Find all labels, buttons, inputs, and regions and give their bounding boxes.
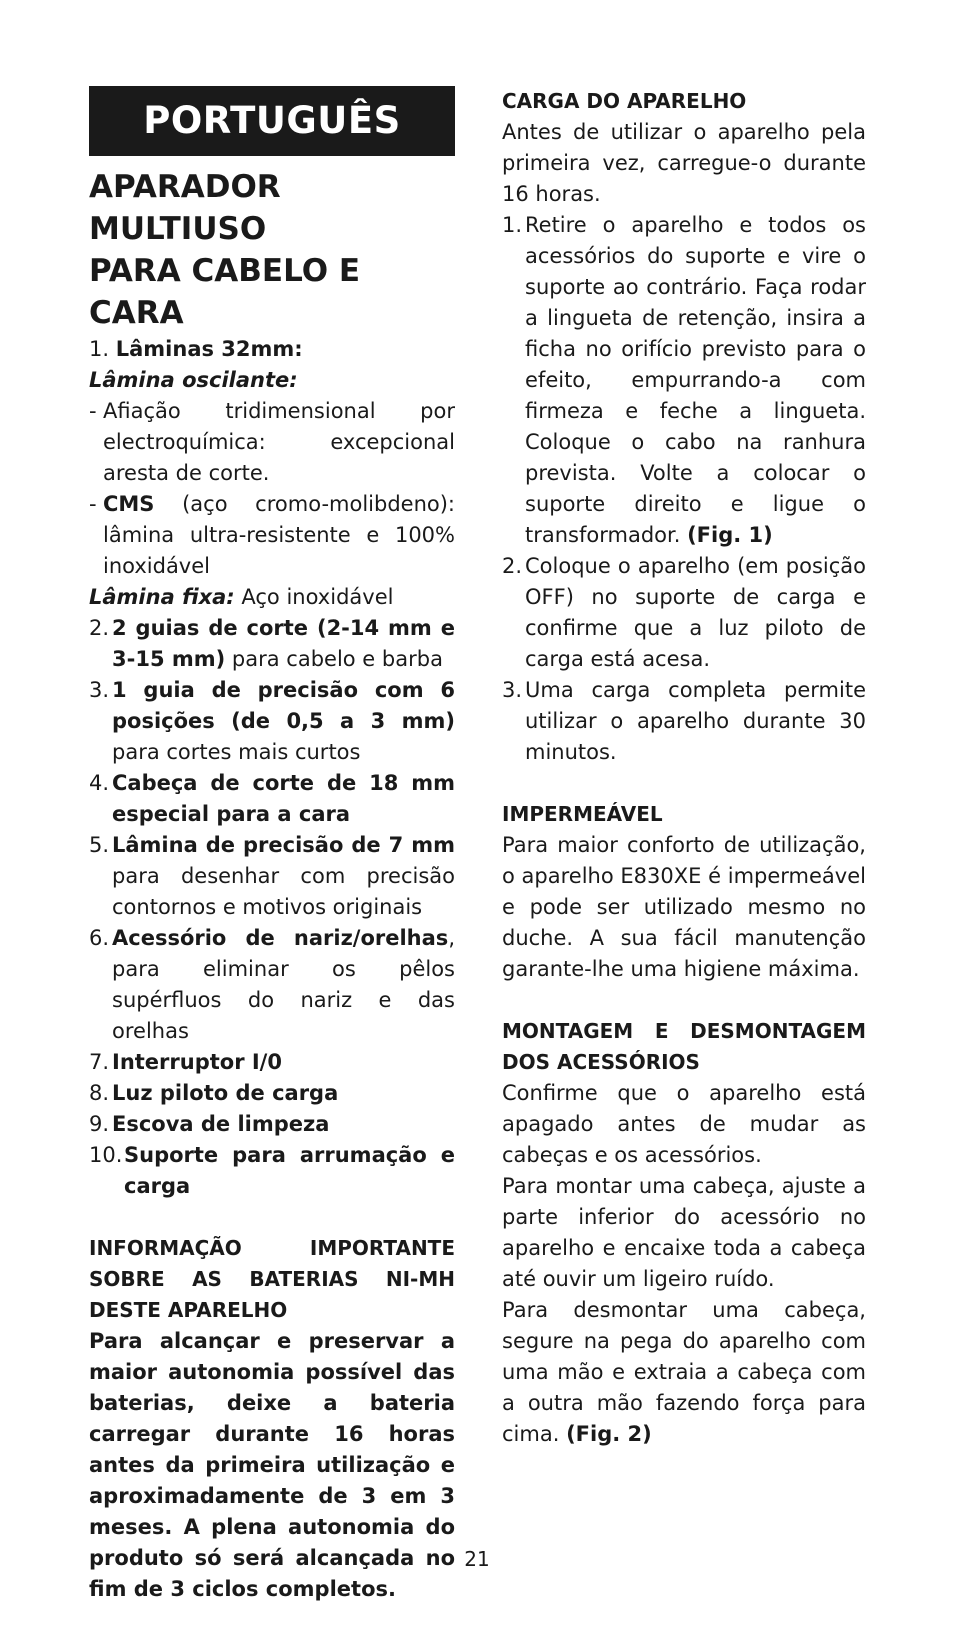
title-line-1: APARADOR MULTIUSO <box>89 169 281 247</box>
part-1 <box>89 334 455 365</box>
waterproof-heading: IMPERMEÁVEL <box>502 802 663 826</box>
language-banner: PORTUGUÊS <box>89 86 455 156</box>
fixed-blade-label: Lâmina fixa: <box>89 585 235 609</box>
assembly-heading: MONTAGEM E DESMONTAGEM DOS ACESSÓRIOS <box>502 1019 866 1074</box>
assembly-paragraph-2: Para montar uma cabeça, ajuste a parte inferior do acessório no aparelho e encaixe toda a cabeça até ouvir um ligeiro ruído. <box>502 1174 866 1291</box>
charging-steps <box>502 210 866 768</box>
list-item: 3. Uma carga completa permite utilizar o aparelho durante 30 minutos. <box>502 678 866 764</box>
part-1-label: Lâminas 32mm: <box>115 337 303 361</box>
parts-list <box>89 334 455 1202</box>
dash-item-1 <box>89 396 455 489</box>
dash-item-1-text: Afiação tridimensional por electroquímica: excepcional aresta de corte. <box>103 399 455 485</box>
right-column <box>502 86 866 1450</box>
page-number: 21 <box>464 1547 490 1571</box>
charging-intro: Antes de utilizar o aparelho pela primeira vez, carregue-o durante 16 horas. <box>502 120 866 206</box>
list-item: 8. Luz piloto de carga <box>89 1081 339 1105</box>
figure-reference: (Fig. 2) <box>566 1422 652 1446</box>
list-item: 6. Acessório de nariz/orelhas, para eliminar os pêlos supérfluos do nariz e das orelhas <box>89 926 455 1043</box>
assembly-paragraph-3: Para desmontar uma cabeça, segure na pega do aparelho com uma mão e extraia a cabeça com a outra mão fazendo força para cima. (Fig. 2) <box>502 1298 866 1446</box>
list-item: 5. Lâmina de precisão de 7 mm para desenhar com precisão contornos e motivos originais <box>89 833 455 919</box>
list-item: 7. Interruptor I/0 <box>89 1050 282 1074</box>
list-item: 10. Suporte para arrumação e carga <box>89 1143 455 1198</box>
figure-reference: (Fig. 1) <box>687 523 773 547</box>
fixed-blade-text: Aço inoxidável <box>234 585 394 609</box>
oscillating-blade-label: Lâmina oscilante: <box>89 368 298 392</box>
battery-text: Para alcançar e preservar a maior autonomia possível das baterias, deixe a bateria carregar durante 16 horas antes da primeira utilização e aproximadamente de 3 em 3 meses. A plena autonomia do produto só será alcançada no fim de 3 ciclos completos. <box>89 1329 455 1601</box>
list-item: 2. 2 guias de corte (2-14 mm e 3-15 mm) para cabelo e barba <box>89 616 455 671</box>
charging-heading: CARGA DO APARELHO <box>502 89 747 113</box>
left-column <box>89 86 455 1605</box>
battery-heading: INFORMAÇÃO IMPORTANTE SOBRE AS BATERIAS NI-MH DESTE APARELHO <box>89 1236 455 1322</box>
dash-item-2 <box>89 489 455 582</box>
fixed-blade <box>89 582 455 613</box>
product-title <box>89 166 455 334</box>
waterproof-text: Para maior conforto de utilização, o aparelho E830XE é impermeável e pode ser utilizado mesmo no duche. A sua fácil manutenção garante-lhe uma higiene máxima. <box>502 833 866 981</box>
assembly-paragraph-1: Confirme que o aparelho está apagado antes de mudar as cabeças e os acessórios. <box>502 1081 866 1167</box>
cms-label: CMS <box>103 492 155 516</box>
list-item: 3. 1 guia de precisão com 6 posições (de 0,5 a 3 mm) para cortes mais curtos <box>89 678 455 764</box>
cms-text: (aço cromo-molibdeno): lâmina ultra-resistente e 100% inoxidável <box>103 492 455 578</box>
dash-bullet: - <box>89 492 97 516</box>
part-1-number: 1. <box>89 337 110 361</box>
title-line-2: PARA CABELO E CARA <box>89 253 361 331</box>
list-item: 4. Cabeça de corte de 18 mm especial para a cara <box>89 771 455 826</box>
list-item: 2. Coloque o aparelho (em posição OFF) no suporte de carga e confirme que a luz piloto de carga está acesa. <box>502 554 866 671</box>
dash-bullet: - <box>89 399 97 423</box>
list-item: 9. Escova de limpeza <box>89 1112 330 1136</box>
list-item: 1. Retire o aparelho e todos os acessórios do suporte e vire o suporte ao contrário. Faça rodar a lingueta de retenção, insira a ficha no orifício previsto para o efeito, empurrando-a com firmeza e feche a lingueta. Coloque o cabo na ranhura prevista. Volte a colocar o suporte direito e ligue o transformador. (Fig. 1) <box>502 213 866 547</box>
